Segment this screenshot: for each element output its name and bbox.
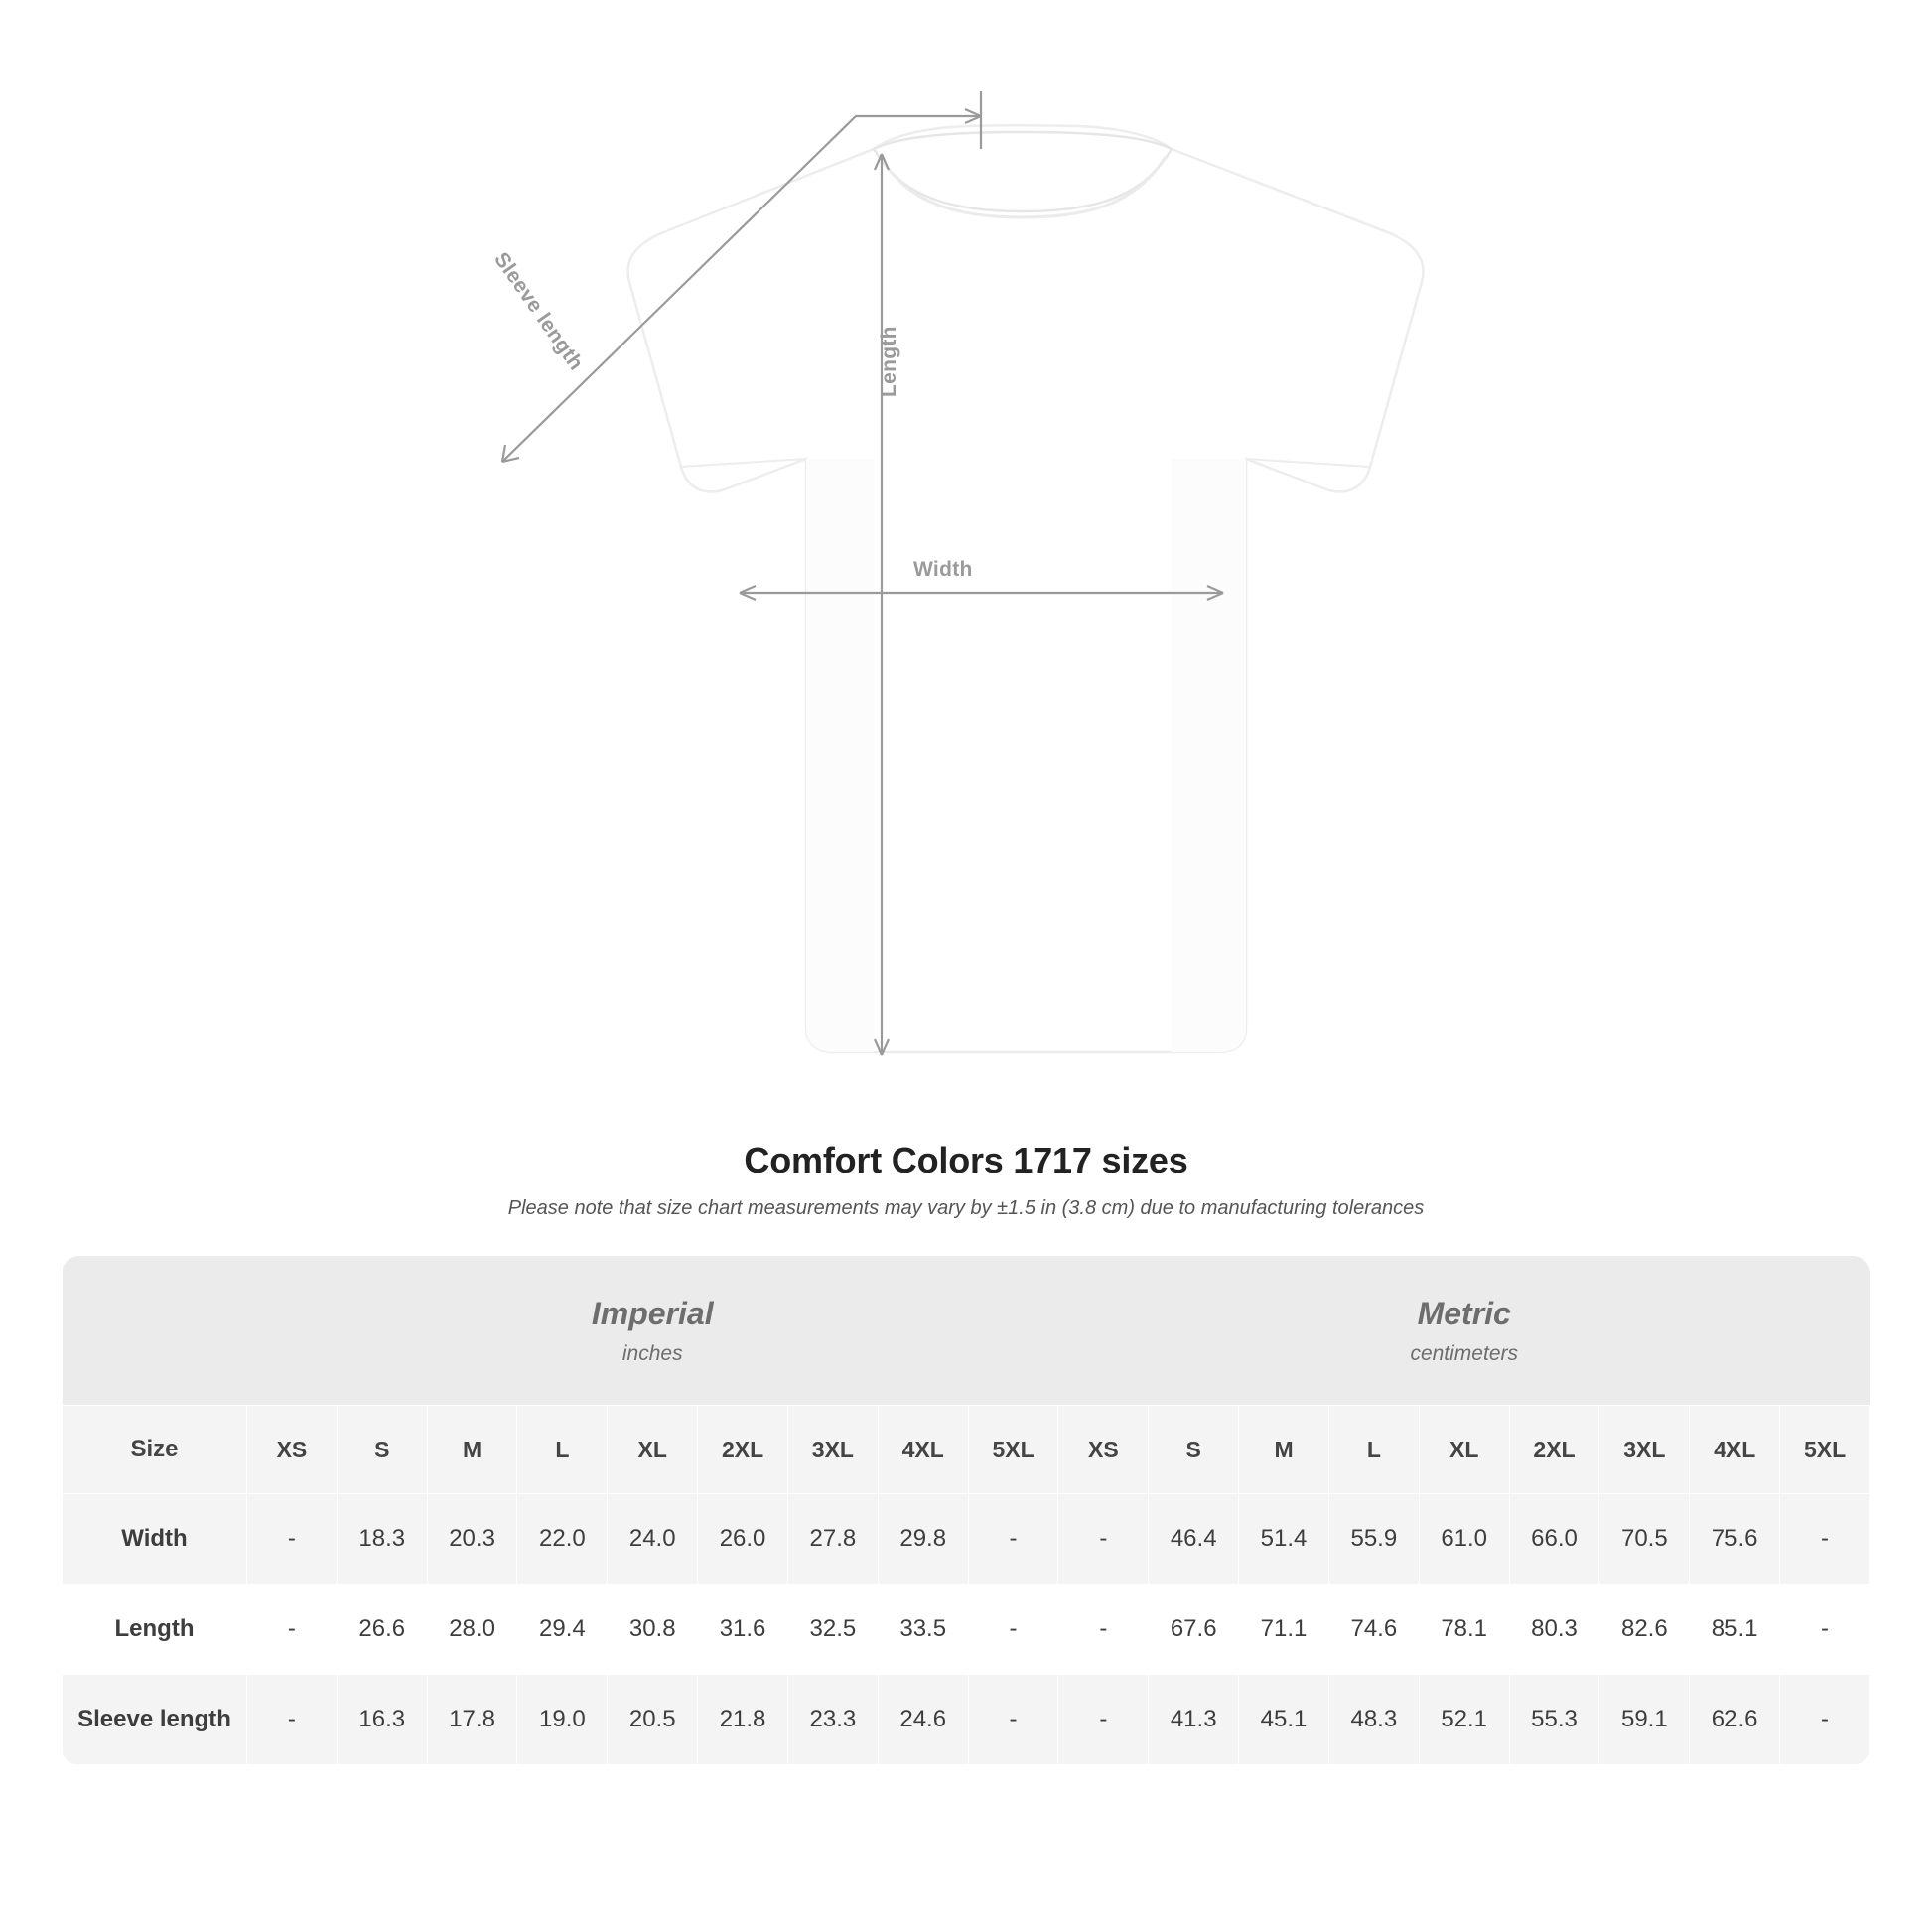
title-block [0,1140,1932,1220]
width-dimension-label: Width [913,558,973,581]
row-label-width: Width [63,1494,247,1585]
cell-length-imperial-xs: - [247,1585,338,1675]
size-col-imperial-2xl: 2XL [698,1406,788,1494]
cell-length-imperial-s: 26.6 [337,1585,427,1675]
cell-width-metric-xs: - [1058,1494,1149,1585]
size-col-metric-4xl: 4XL [1690,1406,1780,1494]
table-row [63,1675,1870,1765]
tolerance-note: Please note that size chart measurements may vary by ±1.5 in (3.8 cm) due to manufacturing tolerances [507,1197,1425,1219]
size-col-metric-2xl: 2XL [1509,1406,1599,1494]
table-row [63,1494,1870,1585]
cell-width-metric-s: 46.4 [1149,1494,1239,1585]
cell-sleeve-imperial-5xl: - [968,1675,1058,1765]
cell-sleeve-metric-l: 48.3 [1328,1675,1419,1765]
cell-sleeve-metric-s: 41.3 [1149,1675,1239,1765]
cell-sleeve-imperial-2xl: 21.8 [698,1675,788,1765]
cell-width-imperial-4xl: 29.8 [878,1494,968,1585]
cell-length-imperial-3xl: 32.5 [787,1585,878,1675]
cell-width-imperial-3xl: 27.8 [787,1494,878,1585]
cell-sleeve-metric-xl: 52.1 [1419,1675,1509,1765]
cell-width-imperial-2xl: 26.0 [698,1494,788,1585]
cell-sleeve-metric-3xl: 59.1 [1599,1675,1690,1765]
size-col-imperial-5xl: 5XL [968,1406,1058,1494]
system-header-metric [1058,1256,1870,1406]
sleeve-length-dimension-label: Sleeve length [489,248,588,375]
cell-length-imperial-4xl: 33.5 [878,1585,968,1675]
size-col-imperial-xs: XS [247,1406,338,1494]
table-corner-cell [63,1256,247,1406]
row-label-sleeve-length: Sleeve length [63,1675,247,1765]
size-header-row [63,1406,1870,1494]
cell-length-metric-xs: - [1058,1585,1149,1675]
system-unit-metric: centimeters [1410,1341,1518,1365]
system-name-imperial: Imperial [591,1295,714,1331]
cell-width-metric-m: 51.4 [1239,1494,1329,1585]
size-header-label: Size [63,1406,247,1494]
system-header-row [63,1256,1870,1406]
cell-sleeve-metric-4xl: 62.6 [1690,1675,1780,1765]
size-col-metric-xs: XS [1058,1406,1149,1494]
cell-sleeve-imperial-m: 17.8 [427,1675,517,1765]
cell-length-imperial-l: 29.4 [517,1585,608,1675]
size-col-metric-xl: XL [1419,1406,1509,1494]
cell-length-metric-m: 71.1 [1239,1585,1329,1675]
cell-length-metric-s: 67.6 [1149,1585,1239,1675]
size-col-imperial-3xl: 3XL [787,1406,878,1494]
cell-width-metric-xl: 61.0 [1419,1494,1509,1585]
page-title: Comfort Colors 1717 sizes [744,1140,1188,1180]
system-header-imperial [247,1256,1058,1406]
cell-length-metric-3xl: 82.6 [1599,1585,1690,1675]
size-col-metric-l: L [1328,1406,1419,1494]
cell-sleeve-imperial-3xl: 23.3 [787,1675,878,1765]
cell-sleeve-metric-5xl: - [1780,1675,1870,1765]
cell-width-imperial-l: 22.0 [517,1494,608,1585]
cell-sleeve-metric-2xl: 55.3 [1509,1675,1599,1765]
size-col-imperial-4xl: 4XL [878,1406,968,1494]
size-col-imperial-xl: XL [608,1406,698,1494]
cell-length-imperial-5xl: - [968,1585,1058,1675]
cell-sleeve-metric-m: 45.1 [1239,1675,1329,1765]
system-unit-imperial: inches [621,1341,683,1365]
size-col-metric-s: S [1149,1406,1239,1494]
cell-length-metric-4xl: 85.1 [1690,1585,1780,1675]
cell-width-metric-3xl: 70.5 [1599,1494,1690,1585]
cell-length-imperial-xl: 30.8 [608,1585,698,1675]
cell-width-imperial-m: 20.3 [427,1494,517,1585]
cell-width-imperial-xl: 24.0 [608,1494,698,1585]
cell-width-imperial-s: 18.3 [337,1494,427,1585]
size-col-metric-3xl: 3XL [1599,1406,1690,1494]
size-col-metric-m: M [1239,1406,1329,1494]
cell-sleeve-imperial-l: 19.0 [517,1675,608,1765]
size-col-imperial-s: S [337,1406,427,1494]
system-name-metric: Metric [1417,1295,1511,1331]
length-dimension-label: Length [878,326,900,397]
cell-sleeve-metric-xs: - [1058,1675,1149,1765]
table-row [63,1585,1870,1675]
cell-length-metric-l: 74.6 [1328,1585,1419,1675]
cell-width-metric-2xl: 66.0 [1509,1494,1599,1585]
cell-length-metric-2xl: 80.3 [1509,1585,1599,1675]
cell-sleeve-imperial-s: 16.3 [337,1675,427,1765]
size-chart-table [62,1256,1870,1765]
size-col-metric-5xl: 5XL [1780,1406,1870,1494]
cell-width-metric-l: 55.9 [1328,1494,1419,1585]
cell-length-imperial-2xl: 31.6 [698,1585,788,1675]
row-label-length: Length [63,1585,247,1675]
cell-length-metric-5xl: - [1780,1585,1870,1675]
cell-sleeve-imperial-4xl: 24.6 [878,1675,968,1765]
size-col-imperial-m: M [427,1406,517,1494]
size-chart-table-wrapper [62,1256,1870,1765]
cell-sleeve-imperial-xl: 20.5 [608,1675,698,1765]
cell-length-imperial-m: 28.0 [427,1585,517,1675]
cell-width-imperial-5xl: - [968,1494,1058,1585]
cell-sleeve-imperial-xs: - [247,1675,338,1765]
cell-width-metric-5xl: - [1780,1494,1870,1585]
cell-width-imperial-xs: - [247,1494,338,1585]
size-col-imperial-l: L [517,1406,608,1494]
cell-length-metric-xl: 78.1 [1419,1585,1509,1675]
cell-width-metric-4xl: 75.6 [1690,1494,1780,1585]
